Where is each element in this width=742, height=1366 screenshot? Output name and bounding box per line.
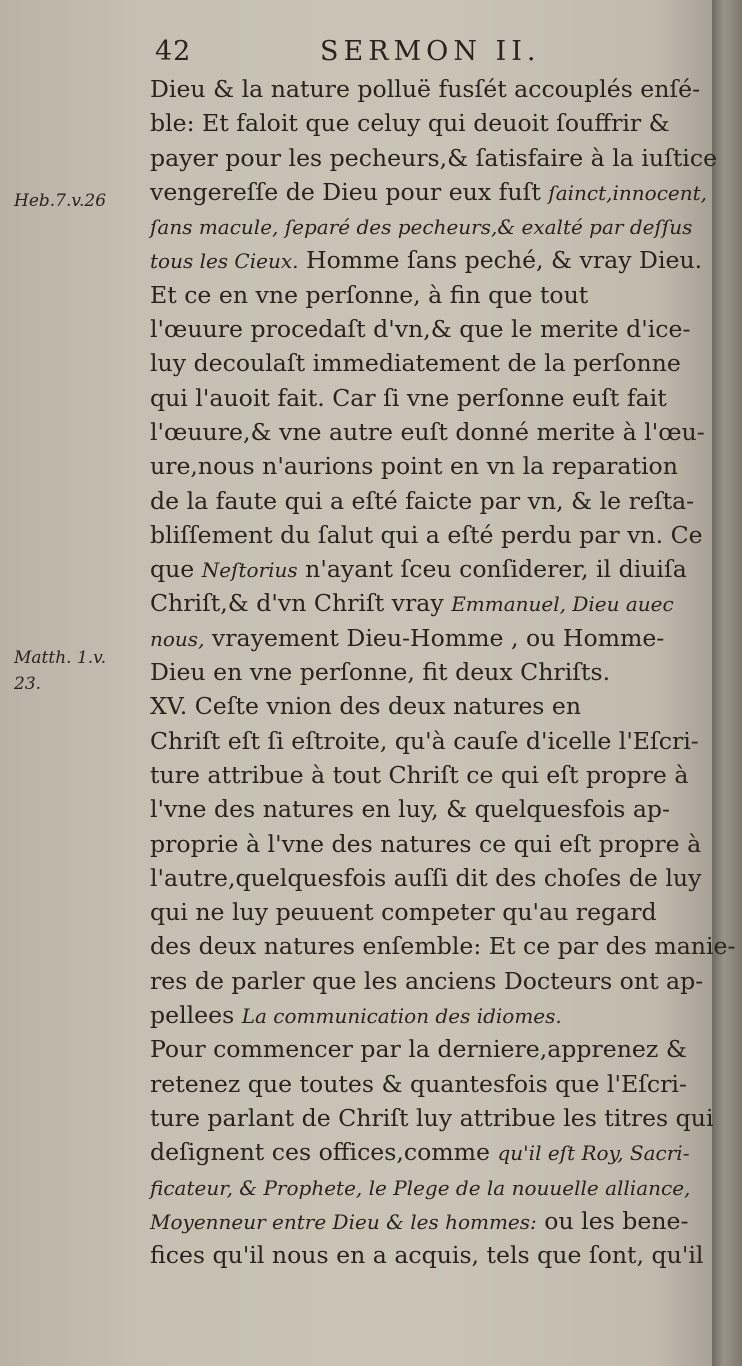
- text-segment: vengereſſe de Dieu pour eux fuſt: [150, 177, 549, 206]
- text-segment: pellees: [150, 1001, 242, 1030]
- text-line: [150, 689, 725, 723]
- text-line: [150, 827, 725, 861]
- text-segment: que: [150, 555, 202, 584]
- text-segment: ble: Et faloit que celuy qui deuoit ſouffrir &: [150, 109, 670, 138]
- text-segment: qui ne luy peuuent competer qu'au regard: [150, 898, 657, 927]
- text-line: [150, 209, 725, 243]
- text-line: [150, 552, 725, 586]
- text-line: [150, 312, 725, 346]
- margin-note-matthew: Matth. 1.v.: [14, 648, 107, 668]
- text-line: [150, 243, 725, 277]
- text-segment: vrayement Dieu-Homme , ou Homme-: [204, 623, 665, 652]
- text-line: [150, 415, 725, 449]
- italic-text: Neſtorius: [201, 558, 298, 583]
- page-number: 42: [155, 36, 192, 67]
- text-line: [150, 792, 725, 826]
- text-segment: ou les bene-: [536, 1206, 689, 1235]
- text-segment: ure,nous n'aurions point en vn la reparation: [150, 452, 678, 481]
- text-segment: des deux natures enſemble: Et ce par des manie-: [150, 932, 736, 961]
- text-line: [150, 346, 725, 380]
- text-line: [150, 929, 736, 963]
- text-segment: n'ayant ſceu conſiderer, il diuiſa: [297, 555, 687, 584]
- text-segment: ture parlant de Chriſt luy attribue les titres qui: [150, 1103, 714, 1132]
- running-title: SERMON II.: [320, 36, 541, 67]
- text-line: [150, 106, 725, 140]
- italic-text: tous les Cieux.: [150, 249, 299, 274]
- text-line: [150, 381, 725, 415]
- text-segment: qui l'auoit fait. Car ſi vne perſonne euſt fait: [150, 383, 667, 412]
- text-line: [150, 895, 725, 929]
- text-segment: Et ce en vne perſonne, à fin que tout: [150, 280, 589, 309]
- text-segment: Dieu en vne perſonne, fit deux Chriſts.: [150, 658, 611, 687]
- text-segment: l'vne des natures en luy, & quelquesfois ap-: [150, 795, 670, 824]
- text-line: [150, 655, 725, 689]
- text-segment: ture attribue à tout Chriſt ce qui eſt propre à: [150, 760, 689, 789]
- text-segment: deſignent ces offices,comme: [150, 1138, 498, 1167]
- italic-text: Moyenneur entre Dieu & les hommes:: [150, 1209, 537, 1234]
- italic-text: qu'il eſt Roy, Sacri-: [497, 1141, 690, 1166]
- text-segment: Dieu & la nature polluë fusſét accouplés enſé-: [150, 75, 701, 103]
- text-line: [150, 175, 725, 209]
- margin-note-matthew-verse: 23.: [14, 674, 42, 694]
- text-line: [150, 1032, 725, 1066]
- text-line: [150, 621, 725, 655]
- text-line: [150, 1067, 725, 1101]
- italic-text: ficateur, & Prophete, le Plege de la nouuelle alliance,: [150, 1175, 691, 1200]
- text-segment: Chriſt eſt ſi eſtroite, qu'à cauſe d'icelle l'Eſcri-: [150, 726, 699, 755]
- text-line: [150, 586, 725, 620]
- text-segment: bliſſement du ſalut qui a eſté perdu par vn. Ce: [150, 520, 703, 549]
- text-segment: retenez que toutes & quantesfois que l'Eſcri-: [150, 1069, 687, 1098]
- text-line: [150, 72, 725, 106]
- text-segment: de la faute qui a eſté faicte par vn, & le reſta-: [150, 486, 695, 515]
- text-line: [150, 141, 725, 175]
- text-line: [150, 1238, 725, 1272]
- text-line: [150, 758, 725, 792]
- text-line: [150, 1101, 725, 1135]
- text-line: [150, 861, 725, 895]
- text-segment: payer pour les pecheurs,& ſatisfaire à la iuſtice: [150, 143, 718, 172]
- italic-text: nous,: [150, 626, 205, 651]
- text-line: [150, 1204, 725, 1238]
- italic-text: La communication des idiomes.: [241, 1004, 562, 1029]
- text-segment: XV. Ceſte vnion des deux natures en: [150, 692, 582, 721]
- text-line: [150, 1170, 725, 1204]
- text-segment: luy decoulaſt immediatement de la perſonne: [150, 349, 681, 378]
- text-segment: Homme ſans peché, & vray Dieu.: [298, 246, 703, 275]
- text-segment: res de parler que les anciens Docteurs ont ap-: [150, 966, 704, 995]
- italic-text: ſainct,innocent,: [548, 180, 708, 205]
- margin-note-hebrews: Heb.7.v.26: [14, 191, 107, 211]
- text-segment: proprie à l'vne des natures ce qui eſt propre à: [150, 829, 702, 858]
- text-segment: Pour commencer par la derniere,apprenez &: [150, 1035, 687, 1064]
- text-line: [150, 964, 725, 998]
- text-line: [150, 449, 725, 483]
- italic-text: ſans macule, ſeparé des pecheurs,& exalté par deſſus: [150, 215, 693, 240]
- text-segment: l'œuure procedaſt d'vn,& que le merite d'ice-: [150, 315, 691, 344]
- text-line: [150, 1135, 725, 1169]
- sermon-body-text: [150, 72, 736, 1272]
- italic-text: Emmanuel, Dieu auec: [451, 592, 674, 617]
- text-segment: l'œuure,& vne autre euſt donné merite à l'œu-: [150, 417, 705, 446]
- text-line: [150, 998, 725, 1032]
- text-line: [150, 518, 725, 552]
- text-line: [150, 484, 725, 518]
- text-segment: l'autre,quelquesfois auſſi dit des choſes de luy: [150, 863, 702, 892]
- text-line: [150, 278, 725, 312]
- text-line: [150, 724, 725, 758]
- text-segment: Chriſt,& d'vn Chriſt vray: [150, 589, 452, 618]
- running-header: [150, 36, 710, 72]
- text-segment: fices qu'il nous en a acquis, tels que ſont, qu'il: [150, 1241, 704, 1270]
